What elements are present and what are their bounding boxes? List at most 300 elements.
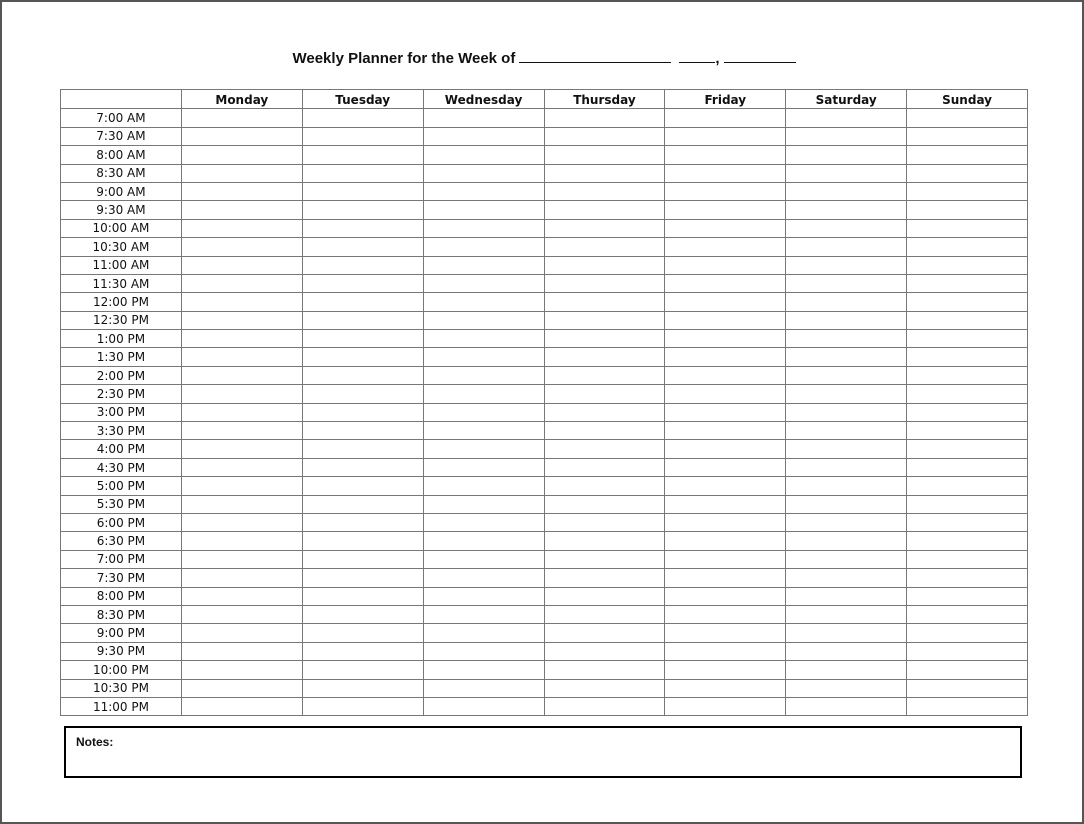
schedule-cell-tuesday[interactable] bbox=[302, 550, 423, 568]
schedule-cell-monday[interactable] bbox=[181, 661, 302, 679]
schedule-cell-sunday[interactable] bbox=[907, 238, 1028, 256]
schedule-cell-monday[interactable] bbox=[181, 238, 302, 256]
schedule-cell-thursday[interactable] bbox=[544, 532, 665, 550]
schedule-cell-wednesday[interactable] bbox=[423, 182, 544, 200]
table-row bbox=[61, 605, 1028, 623]
schedule-cell-wednesday[interactable] bbox=[423, 587, 544, 605]
table-row bbox=[61, 274, 1028, 292]
schedule-cell-sunday[interactable] bbox=[907, 274, 1028, 292]
schedule-cell-saturday[interactable] bbox=[786, 330, 907, 348]
table-row bbox=[61, 642, 1028, 660]
schedule-cell-sunday[interactable] bbox=[907, 403, 1028, 421]
time-label: 11:30 AM bbox=[61, 274, 182, 292]
schedule-cell-monday[interactable] bbox=[181, 513, 302, 531]
schedule-cell-saturday[interactable] bbox=[786, 366, 907, 384]
schedule-cell-sunday[interactable] bbox=[907, 513, 1028, 531]
notes-box[interactable] bbox=[64, 726, 1022, 778]
time-label: 10:00 AM bbox=[61, 219, 182, 237]
schedule-cell-monday[interactable] bbox=[181, 256, 302, 274]
schedule-cell-wednesday[interactable] bbox=[423, 440, 544, 458]
schedule-cell-monday[interactable] bbox=[181, 605, 302, 623]
schedule-cell-friday[interactable] bbox=[665, 624, 786, 642]
table-row bbox=[61, 587, 1028, 605]
schedule-cell-tuesday[interactable] bbox=[302, 182, 423, 200]
schedule-cell-wednesday[interactable] bbox=[423, 495, 544, 513]
time-label: 9:30 PM bbox=[61, 642, 182, 660]
schedule-cell-saturday[interactable] bbox=[786, 127, 907, 145]
schedule-cell-sunday[interactable] bbox=[907, 311, 1028, 329]
time-label: 10:00 PM bbox=[61, 661, 182, 679]
time-label: 3:30 PM bbox=[61, 422, 182, 440]
schedule-cell-saturday[interactable] bbox=[786, 605, 907, 623]
schedule-cell-friday[interactable] bbox=[665, 366, 786, 384]
schedule-cell-saturday[interactable] bbox=[786, 477, 907, 495]
schedule-cell-sunday[interactable] bbox=[907, 348, 1028, 366]
schedule-cell-thursday[interactable] bbox=[544, 146, 665, 164]
day-header-wednesday: Wednesday bbox=[423, 90, 544, 109]
schedule-cell-wednesday[interactable] bbox=[423, 532, 544, 550]
schedule-cell-sunday[interactable] bbox=[907, 697, 1028, 715]
schedule-cell-monday[interactable] bbox=[181, 348, 302, 366]
schedule-cell-friday[interactable] bbox=[665, 513, 786, 531]
header-row bbox=[61, 90, 1028, 109]
schedule-cell-saturday[interactable] bbox=[786, 440, 907, 458]
schedule-cell-sunday[interactable] bbox=[907, 330, 1028, 348]
schedule-cell-wednesday[interactable] bbox=[423, 164, 544, 182]
schedule-cell-thursday[interactable] bbox=[544, 440, 665, 458]
schedule-cell-tuesday[interactable] bbox=[302, 532, 423, 550]
schedule-cell-tuesday[interactable] bbox=[302, 661, 423, 679]
schedule-cell-sunday[interactable] bbox=[907, 109, 1028, 127]
schedule-cell-tuesday[interactable] bbox=[302, 422, 423, 440]
schedule-cell-thursday[interactable] bbox=[544, 679, 665, 697]
schedule-cell-sunday[interactable] bbox=[907, 569, 1028, 587]
schedule-cell-thursday[interactable] bbox=[544, 495, 665, 513]
schedule-cell-tuesday[interactable] bbox=[302, 495, 423, 513]
schedule-cell-tuesday[interactable] bbox=[302, 201, 423, 219]
schedule-cell-friday[interactable] bbox=[665, 385, 786, 403]
schedule-cell-friday[interactable] bbox=[665, 238, 786, 256]
table-row bbox=[61, 403, 1028, 421]
schedule-cell-friday[interactable] bbox=[665, 477, 786, 495]
schedule-cell-saturday[interactable] bbox=[786, 274, 907, 292]
schedule-cell-friday[interactable] bbox=[665, 458, 786, 476]
schedule-cell-sunday[interactable] bbox=[907, 458, 1028, 476]
schedule-cell-saturday[interactable] bbox=[786, 679, 907, 697]
schedule-cell-friday[interactable] bbox=[665, 348, 786, 366]
schedule-cell-sunday[interactable] bbox=[907, 219, 1028, 237]
schedule-cell-wednesday[interactable] bbox=[423, 605, 544, 623]
schedule-cell-sunday[interactable] bbox=[907, 422, 1028, 440]
schedule-cell-friday[interactable] bbox=[665, 219, 786, 237]
schedule-cell-friday[interactable] bbox=[665, 495, 786, 513]
schedule-cell-wednesday[interactable] bbox=[423, 256, 544, 274]
schedule-cell-wednesday[interactable] bbox=[423, 219, 544, 237]
table-row bbox=[61, 624, 1028, 642]
table-row bbox=[61, 330, 1028, 348]
table-row bbox=[61, 513, 1028, 531]
page-title bbox=[2, 48, 1084, 67]
time-column-header bbox=[61, 90, 182, 109]
schedule-cell-saturday[interactable] bbox=[786, 697, 907, 715]
schedule-cell-friday[interactable] bbox=[665, 127, 786, 145]
schedule-cell-sunday[interactable] bbox=[907, 182, 1028, 200]
schedule-cell-wednesday[interactable] bbox=[423, 348, 544, 366]
schedule-cell-saturday[interactable] bbox=[786, 422, 907, 440]
schedule-cell-monday[interactable] bbox=[181, 182, 302, 200]
schedule-cell-thursday[interactable] bbox=[544, 348, 665, 366]
schedule-cell-monday[interactable] bbox=[181, 697, 302, 715]
schedule-cell-thursday[interactable] bbox=[544, 569, 665, 587]
schedule-cell-tuesday[interactable] bbox=[302, 624, 423, 642]
schedule-cell-wednesday[interactable] bbox=[423, 513, 544, 531]
schedule-cell-thursday[interactable] bbox=[544, 403, 665, 421]
day-header-saturday: Saturday bbox=[786, 90, 907, 109]
schedule-cell-sunday[interactable] bbox=[907, 256, 1028, 274]
schedule-cell-sunday[interactable] bbox=[907, 477, 1028, 495]
schedule-cell-wednesday[interactable] bbox=[423, 550, 544, 568]
schedule-cell-monday[interactable] bbox=[181, 403, 302, 421]
time-label: 9:00 PM bbox=[61, 624, 182, 642]
table-row bbox=[61, 440, 1028, 458]
schedule-cell-sunday[interactable] bbox=[907, 550, 1028, 568]
schedule-cell-friday[interactable] bbox=[665, 164, 786, 182]
time-label: 4:00 PM bbox=[61, 440, 182, 458]
time-label: 9:30 AM bbox=[61, 201, 182, 219]
schedule-cell-sunday[interactable] bbox=[907, 661, 1028, 679]
schedule-cell-sunday[interactable] bbox=[907, 440, 1028, 458]
schedule-cell-friday[interactable] bbox=[665, 201, 786, 219]
schedule-cell-friday[interactable] bbox=[665, 330, 786, 348]
schedule-cell-thursday[interactable] bbox=[544, 330, 665, 348]
schedule-cell-monday[interactable] bbox=[181, 366, 302, 384]
schedule-cell-monday[interactable] bbox=[181, 532, 302, 550]
schedule-cell-tuesday[interactable] bbox=[302, 569, 423, 587]
schedule-cell-saturday[interactable] bbox=[786, 256, 907, 274]
schedule-cell-tuesday[interactable] bbox=[302, 164, 423, 182]
schedule-cell-wednesday[interactable] bbox=[423, 458, 544, 476]
schedule-cell-sunday[interactable] bbox=[907, 127, 1028, 145]
time-label: 8:30 AM bbox=[61, 164, 182, 182]
schedule-cell-wednesday[interactable] bbox=[423, 201, 544, 219]
schedule-cell-tuesday[interactable] bbox=[302, 642, 423, 660]
schedule-cell-saturday[interactable] bbox=[786, 513, 907, 531]
schedule-cell-sunday[interactable] bbox=[907, 642, 1028, 660]
schedule-cell-saturday[interactable] bbox=[786, 146, 907, 164]
schedule-cell-monday[interactable] bbox=[181, 311, 302, 329]
schedule-cell-wednesday[interactable] bbox=[423, 109, 544, 127]
schedule-cell-sunday[interactable] bbox=[907, 587, 1028, 605]
schedule-cell-wednesday[interactable] bbox=[423, 293, 544, 311]
day-header-monday: Monday bbox=[181, 90, 302, 109]
schedule-cell-thursday[interactable] bbox=[544, 127, 665, 145]
time-label: 3:00 PM bbox=[61, 403, 182, 421]
time-label: 8:00 PM bbox=[61, 587, 182, 605]
schedule-cell-sunday[interactable] bbox=[907, 624, 1028, 642]
schedule-cell-tuesday[interactable] bbox=[302, 146, 423, 164]
schedule-cell-tuesday[interactable] bbox=[302, 403, 423, 421]
schedule-cell-tuesday[interactable] bbox=[302, 256, 423, 274]
schedule-cell-friday[interactable] bbox=[665, 422, 786, 440]
time-label: 8:00 AM bbox=[61, 146, 182, 164]
schedule-cell-sunday[interactable] bbox=[907, 605, 1028, 623]
time-label: 1:30 PM bbox=[61, 348, 182, 366]
table-row bbox=[61, 146, 1028, 164]
week-blank-line[interactable] bbox=[519, 48, 671, 63]
schedule-cell-monday[interactable] bbox=[181, 587, 302, 605]
schedule-cell-monday[interactable] bbox=[181, 440, 302, 458]
schedule-cell-sunday[interactable] bbox=[907, 532, 1028, 550]
schedule-cell-friday[interactable] bbox=[665, 661, 786, 679]
schedule-cell-saturday[interactable] bbox=[786, 403, 907, 421]
schedule-cell-saturday[interactable] bbox=[786, 458, 907, 476]
schedule-cell-sunday[interactable] bbox=[907, 146, 1028, 164]
time-label: 10:30 AM bbox=[61, 238, 182, 256]
schedule-cell-saturday[interactable] bbox=[786, 311, 907, 329]
time-label: 2:30 PM bbox=[61, 385, 182, 403]
schedule-cell-thursday[interactable] bbox=[544, 605, 665, 623]
schedule-cell-sunday[interactable] bbox=[907, 495, 1028, 513]
schedule-cell-wednesday[interactable] bbox=[423, 697, 544, 715]
schedule-cell-saturday[interactable] bbox=[786, 624, 907, 642]
schedule-cell-thursday[interactable] bbox=[544, 422, 665, 440]
schedule-cell-saturday[interactable] bbox=[786, 569, 907, 587]
schedule-cell-monday[interactable] bbox=[181, 422, 302, 440]
time-label: 5:00 PM bbox=[61, 477, 182, 495]
table-row bbox=[61, 127, 1028, 145]
schedule-cell-wednesday[interactable] bbox=[423, 385, 544, 403]
day-blank-line[interactable] bbox=[679, 48, 715, 63]
time-label: 7:30 PM bbox=[61, 569, 182, 587]
schedule-cell-thursday[interactable] bbox=[544, 274, 665, 292]
schedule-cell-friday[interactable] bbox=[665, 274, 786, 292]
schedule-cell-tuesday[interactable] bbox=[302, 440, 423, 458]
schedule-cell-thursday[interactable] bbox=[544, 385, 665, 403]
table-row bbox=[61, 679, 1028, 697]
table-row bbox=[61, 458, 1028, 476]
schedule-cell-monday[interactable] bbox=[181, 569, 302, 587]
schedule-cell-monday[interactable] bbox=[181, 330, 302, 348]
schedule-cell-thursday[interactable] bbox=[544, 164, 665, 182]
schedule-cell-wednesday[interactable] bbox=[423, 274, 544, 292]
schedule-cell-friday[interactable] bbox=[665, 532, 786, 550]
schedule-cell-thursday[interactable] bbox=[544, 311, 665, 329]
schedule-cell-monday[interactable] bbox=[181, 109, 302, 127]
table-row bbox=[61, 366, 1028, 384]
schedule-cell-saturday[interactable] bbox=[786, 201, 907, 219]
schedule-cell-wednesday[interactable] bbox=[423, 330, 544, 348]
schedule-cell-thursday[interactable] bbox=[544, 201, 665, 219]
schedule-cell-monday[interactable] bbox=[181, 458, 302, 476]
schedule-cell-sunday[interactable] bbox=[907, 366, 1028, 384]
schedule-cell-saturday[interactable] bbox=[786, 642, 907, 660]
schedule-cell-tuesday[interactable] bbox=[302, 109, 423, 127]
schedule-cell-friday[interactable] bbox=[665, 109, 786, 127]
time-label: 7:00 PM bbox=[61, 550, 182, 568]
time-label: 12:30 PM bbox=[61, 311, 182, 329]
day-header-sunday: Sunday bbox=[907, 90, 1028, 109]
schedule-cell-saturday[interactable] bbox=[786, 109, 907, 127]
schedule-cell-thursday[interactable] bbox=[544, 661, 665, 679]
schedule-cell-friday[interactable] bbox=[665, 256, 786, 274]
schedule-cell-monday[interactable] bbox=[181, 201, 302, 219]
schedule-cell-wednesday[interactable] bbox=[423, 422, 544, 440]
schedule-cell-tuesday[interactable] bbox=[302, 311, 423, 329]
table-row bbox=[61, 109, 1028, 127]
schedule-cell-friday[interactable] bbox=[665, 605, 786, 623]
table-row bbox=[61, 293, 1028, 311]
schedule-cell-saturday[interactable] bbox=[786, 348, 907, 366]
schedule-cell-sunday[interactable] bbox=[907, 164, 1028, 182]
table-row bbox=[61, 256, 1028, 274]
schedule-cell-sunday[interactable] bbox=[907, 385, 1028, 403]
table-row bbox=[61, 661, 1028, 679]
schedule-cell-friday[interactable] bbox=[665, 569, 786, 587]
schedule-cell-thursday[interactable] bbox=[544, 182, 665, 200]
schedule-cell-monday[interactable] bbox=[181, 550, 302, 568]
schedule-cell-wednesday[interactable] bbox=[423, 146, 544, 164]
notes-label: Notes: bbox=[76, 735, 114, 749]
table-row bbox=[61, 201, 1028, 219]
time-label: 6:30 PM bbox=[61, 532, 182, 550]
schedule-cell-monday[interactable] bbox=[181, 274, 302, 292]
schedule-cell-saturday[interactable] bbox=[786, 293, 907, 311]
schedule-cell-tuesday[interactable] bbox=[302, 697, 423, 715]
schedule-cell-monday[interactable] bbox=[181, 642, 302, 660]
year-blank-line[interactable] bbox=[724, 48, 796, 63]
schedule-cell-wednesday[interactable] bbox=[423, 624, 544, 642]
schedule-cell-tuesday[interactable] bbox=[302, 127, 423, 145]
schedule-cell-thursday[interactable] bbox=[544, 256, 665, 274]
table-row bbox=[61, 385, 1028, 403]
schedule-cell-friday[interactable] bbox=[665, 440, 786, 458]
schedule-cell-wednesday[interactable] bbox=[423, 477, 544, 495]
schedule-cell-tuesday[interactable] bbox=[302, 238, 423, 256]
schedule-cell-monday[interactable] bbox=[181, 385, 302, 403]
schedule-cell-tuesday[interactable] bbox=[302, 385, 423, 403]
schedule-cell-saturday[interactable] bbox=[786, 661, 907, 679]
schedule-cell-saturday[interactable] bbox=[786, 182, 907, 200]
schedule-cell-wednesday[interactable] bbox=[423, 127, 544, 145]
schedule-cell-wednesday[interactable] bbox=[423, 642, 544, 660]
time-label: 1:00 PM bbox=[61, 330, 182, 348]
schedule-cell-friday[interactable] bbox=[665, 146, 786, 164]
schedule-cell-tuesday[interactable] bbox=[302, 366, 423, 384]
schedule-cell-saturday[interactable] bbox=[786, 495, 907, 513]
schedule-cell-monday[interactable] bbox=[181, 293, 302, 311]
time-label: 7:00 AM bbox=[61, 109, 182, 127]
schedule-cell-friday[interactable] bbox=[665, 550, 786, 568]
time-label: 9:00 AM bbox=[61, 182, 182, 200]
time-label: 8:30 PM bbox=[61, 605, 182, 623]
schedule-cell-sunday[interactable] bbox=[907, 201, 1028, 219]
table-row bbox=[61, 697, 1028, 715]
schedule-cell-saturday[interactable] bbox=[786, 385, 907, 403]
schedule-cell-thursday[interactable] bbox=[544, 458, 665, 476]
schedule-cell-friday[interactable] bbox=[665, 679, 786, 697]
schedule-cell-saturday[interactable] bbox=[786, 164, 907, 182]
schedule-cell-thursday[interactable] bbox=[544, 219, 665, 237]
schedule-cell-tuesday[interactable] bbox=[302, 293, 423, 311]
schedule-cell-thursday[interactable] bbox=[544, 697, 665, 715]
schedule-cell-thursday[interactable] bbox=[544, 587, 665, 605]
schedule-cell-thursday[interactable] bbox=[544, 238, 665, 256]
schedule-cell-friday[interactable] bbox=[665, 587, 786, 605]
schedule-cell-saturday[interactable] bbox=[786, 532, 907, 550]
schedule-cell-friday[interactable] bbox=[665, 182, 786, 200]
schedule-cell-wednesday[interactable] bbox=[423, 661, 544, 679]
schedule-cell-friday[interactable] bbox=[665, 642, 786, 660]
schedule-cell-monday[interactable] bbox=[181, 495, 302, 513]
time-label: 4:30 PM bbox=[61, 458, 182, 476]
schedule-cell-wednesday[interactable] bbox=[423, 679, 544, 697]
schedule-cell-friday[interactable] bbox=[665, 311, 786, 329]
table-row bbox=[61, 422, 1028, 440]
schedule-cell-thursday[interactable] bbox=[544, 550, 665, 568]
schedule-cell-thursday[interactable] bbox=[544, 642, 665, 660]
schedule-cell-monday[interactable] bbox=[181, 624, 302, 642]
schedule-cell-tuesday[interactable] bbox=[302, 587, 423, 605]
schedule-cell-monday[interactable] bbox=[181, 164, 302, 182]
schedule-cell-tuesday[interactable] bbox=[302, 330, 423, 348]
schedule-cell-monday[interactable] bbox=[181, 219, 302, 237]
schedule-cell-friday[interactable] bbox=[665, 293, 786, 311]
schedule-cell-friday[interactable] bbox=[665, 697, 786, 715]
schedule-cell-tuesday[interactable] bbox=[302, 219, 423, 237]
schedule-cell-wednesday[interactable] bbox=[423, 366, 544, 384]
schedule-cell-tuesday[interactable] bbox=[302, 513, 423, 531]
schedule-cell-tuesday[interactable] bbox=[302, 458, 423, 476]
table-row bbox=[61, 219, 1028, 237]
schedule-cell-wednesday[interactable] bbox=[423, 238, 544, 256]
schedule-cell-thursday[interactable] bbox=[544, 513, 665, 531]
time-label: 11:00 AM bbox=[61, 256, 182, 274]
schedule-cell-wednesday[interactable] bbox=[423, 569, 544, 587]
schedule-cell-tuesday[interactable] bbox=[302, 477, 423, 495]
schedule-cell-tuesday[interactable] bbox=[302, 274, 423, 292]
schedule-cell-saturday[interactable] bbox=[786, 550, 907, 568]
schedule-cell-saturday[interactable] bbox=[786, 238, 907, 256]
time-label: 10:30 PM bbox=[61, 679, 182, 697]
schedule-cell-monday[interactable] bbox=[181, 127, 302, 145]
schedule-cell-tuesday[interactable] bbox=[302, 679, 423, 697]
schedule-cell-sunday[interactable] bbox=[907, 293, 1028, 311]
schedule-cell-monday[interactable] bbox=[181, 679, 302, 697]
schedule-cell-saturday[interactable] bbox=[786, 587, 907, 605]
schedule-cell-saturday[interactable] bbox=[786, 219, 907, 237]
title-text: Weekly Planner for the Week of bbox=[292, 50, 516, 67]
schedule-cell-tuesday[interactable] bbox=[302, 605, 423, 623]
schedule-cell-friday[interactable] bbox=[665, 403, 786, 421]
day-header-friday: Friday bbox=[665, 90, 786, 109]
schedule-body bbox=[61, 109, 1028, 716]
schedule-cell-thursday[interactable] bbox=[544, 293, 665, 311]
schedule-cell-thursday[interactable] bbox=[544, 477, 665, 495]
schedule-cell-monday[interactable] bbox=[181, 477, 302, 495]
schedule-cell-tuesday[interactable] bbox=[302, 348, 423, 366]
schedule-cell-thursday[interactable] bbox=[544, 624, 665, 642]
table-row bbox=[61, 495, 1028, 513]
schedule-cell-wednesday[interactable] bbox=[423, 311, 544, 329]
schedule-cell-thursday[interactable] bbox=[544, 366, 665, 384]
table-row bbox=[61, 348, 1028, 366]
schedule-cell-monday[interactable] bbox=[181, 146, 302, 164]
schedule-cell-wednesday[interactable] bbox=[423, 403, 544, 421]
schedule-cell-thursday[interactable] bbox=[544, 109, 665, 127]
schedule-cell-sunday[interactable] bbox=[907, 679, 1028, 697]
table-row bbox=[61, 182, 1028, 200]
time-label: 12:00 PM bbox=[61, 293, 182, 311]
